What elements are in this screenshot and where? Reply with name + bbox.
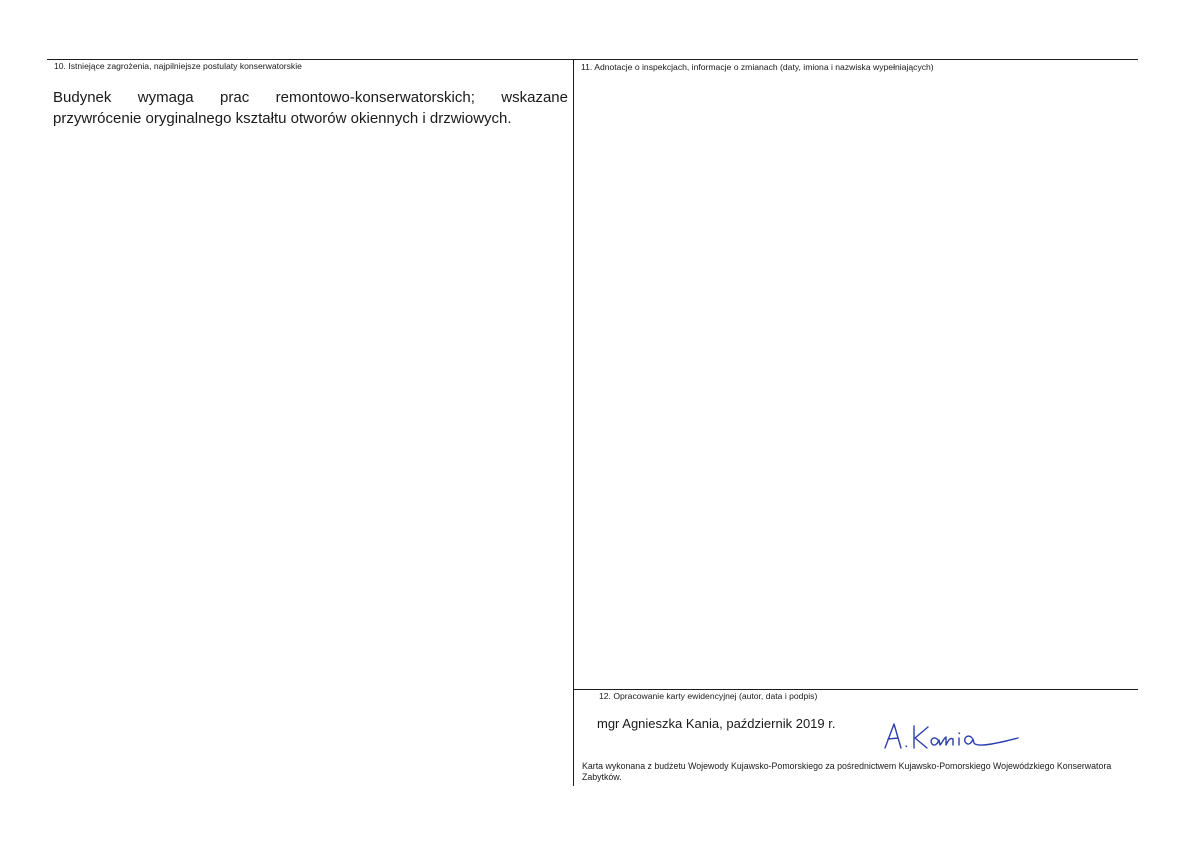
- column-divider: [573, 59, 574, 786]
- funding-note: Karta wykonana z budżetu Wojewody Kujawsko-Pomorskiego za pośrednictwem Kujawsko-Pomorskiego Wojewódzkiego Konserwatora Zabytków.: [582, 761, 1112, 782]
- signature: [880, 718, 1020, 754]
- section-10-header: 10. Istniejące zagrożenia, najpilniejsze postulaty konserwatorskie: [54, 61, 302, 71]
- section-11-header: 11. Adnotacje o inspekcjach, informacje o zmianach (daty, imiona i nazwiska wypełniających): [581, 62, 934, 72]
- author-line: mgr Agnieszka Kania, październik 2019 r.: [597, 716, 836, 731]
- section-12-header: 12. Opracowanie karty ewidencyjnej (autor, data i podpis): [599, 691, 818, 701]
- section-10-text: Budynek wymaga prac remontowo-konserwatorskich; wskazane przywrócenie oryginalnego kształtu otworów okiennych i drzwiowych.: [53, 89, 568, 127]
- section-12-rule: [573, 689, 1138, 690]
- top-rule: [47, 59, 1138, 60]
